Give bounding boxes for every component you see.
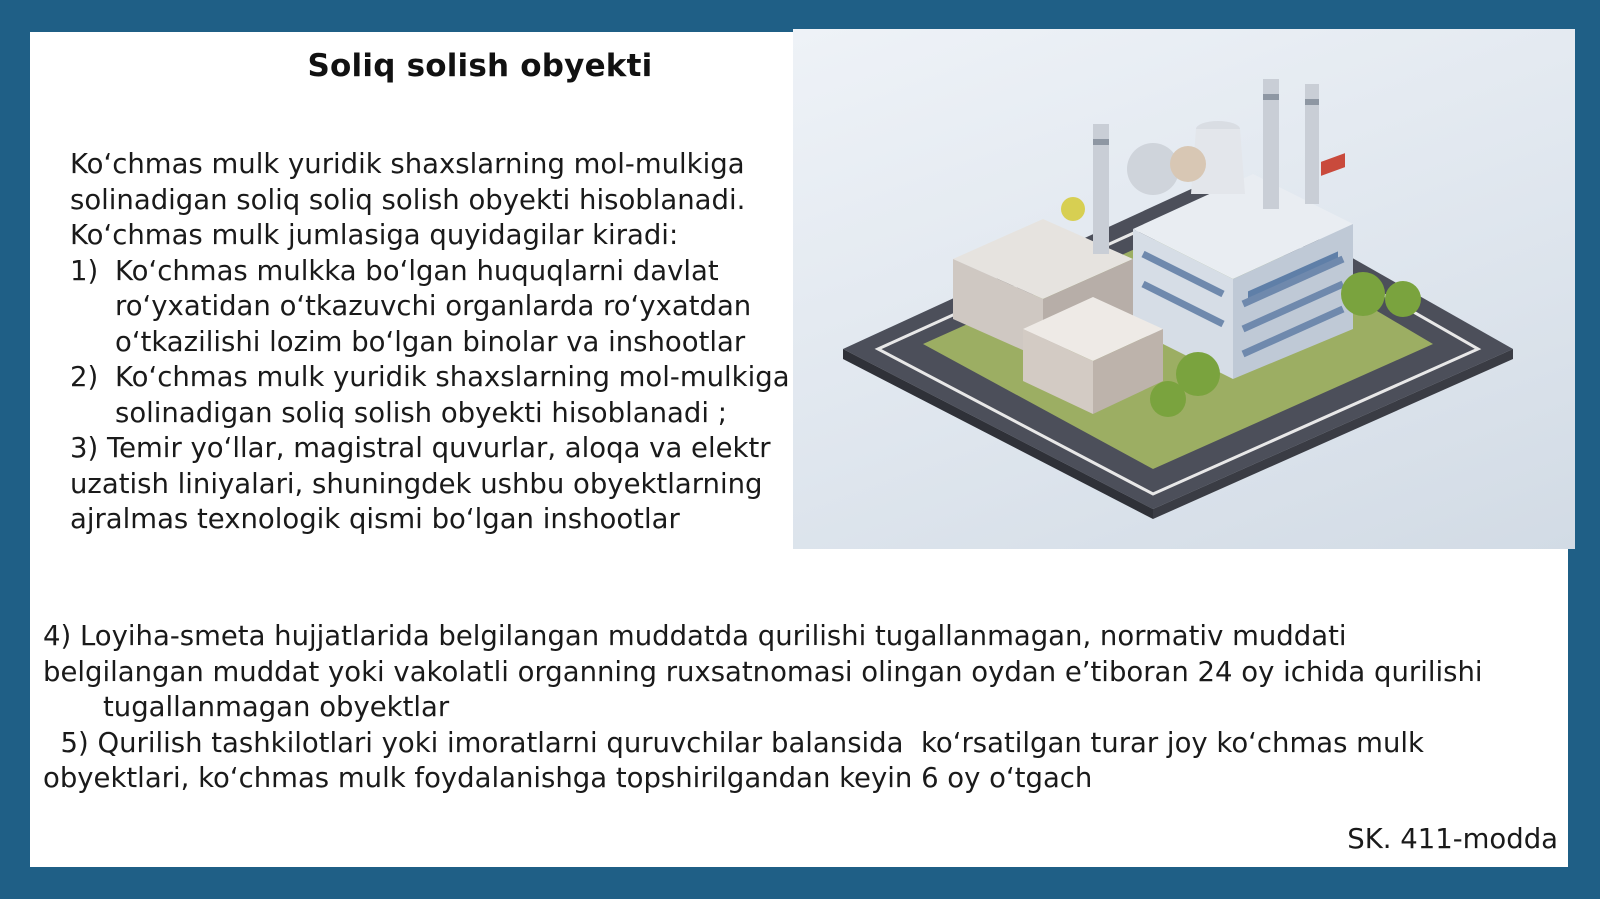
text-line: uzatish liniyalari, shuningdek ushbu obyektlarning — [70, 467, 763, 500]
list-item-1: 1) Ko‘chmas mulkka bo‘lgan huquqlarni davlat — [70, 254, 719, 287]
left-text-block — [70, 147, 790, 538]
text-line: solinadigan soliq solish obyekti hisoblanadi ; — [115, 396, 727, 429]
list-item-4: 4) Loyiha-smeta hujjatlarida belgilangan muddatda qurilishi tugallanmagan, normativ muddati — [43, 620, 1347, 652]
text-line: Ko‘chmas mulk yuridik shaxslarning mol-mulkiga — [70, 148, 745, 180]
text-line: o‘tkazilishi lozim bo‘lgan binolar va inshootlar — [115, 325, 746, 358]
factory-icon — [793, 29, 1575, 549]
text-line: Ko‘chmas mulk jumlasiga quyidagilar kiradi: — [70, 219, 679, 251]
list-item-2: 2) Ko‘chmas mulk yuridik shaxslarning mol-mulkiga — [70, 361, 790, 393]
text-line: obyektlari, ko‘chmas mulk foydalanishga topshirilgandan keyin 6 oy o‘tgach — [43, 762, 1093, 794]
list-item-3: 3) Temir yo‘llar, magistral quvurlar, aloqa va elektr — [70, 432, 771, 464]
text-line: tugallanmagan obyektlar — [103, 691, 450, 723]
text-line: ajralmas texnologik qismi bo‘lgan inshootlar — [70, 503, 680, 535]
slide-title: Soliq solish obyekti — [307, 48, 653, 84]
text-line: ro‘yxatidan o‘tkazuvchi organlarda ro‘yxatdan — [115, 290, 752, 322]
isometric-factory-illustration — [793, 29, 1575, 549]
article-reference: SK. 411-modda — [1347, 823, 1558, 855]
text-line: belgilangan muddat yoki vakolatli organning ruxsatnomasi olingan oydan e’tiboran 24 oy ichida qurilishi — [43, 655, 1483, 688]
text-line: solinadigan soliq soliq solish obyekti hisoblanadi. — [70, 183, 746, 216]
list-item-5: 5) Qurilish tashkilotlari yoki imoratlarni quruvchilar balansida ko‘rsatilgan turar joy ko‘chmas mulk — [43, 726, 1424, 759]
bottom-text-block — [43, 619, 1483, 797]
